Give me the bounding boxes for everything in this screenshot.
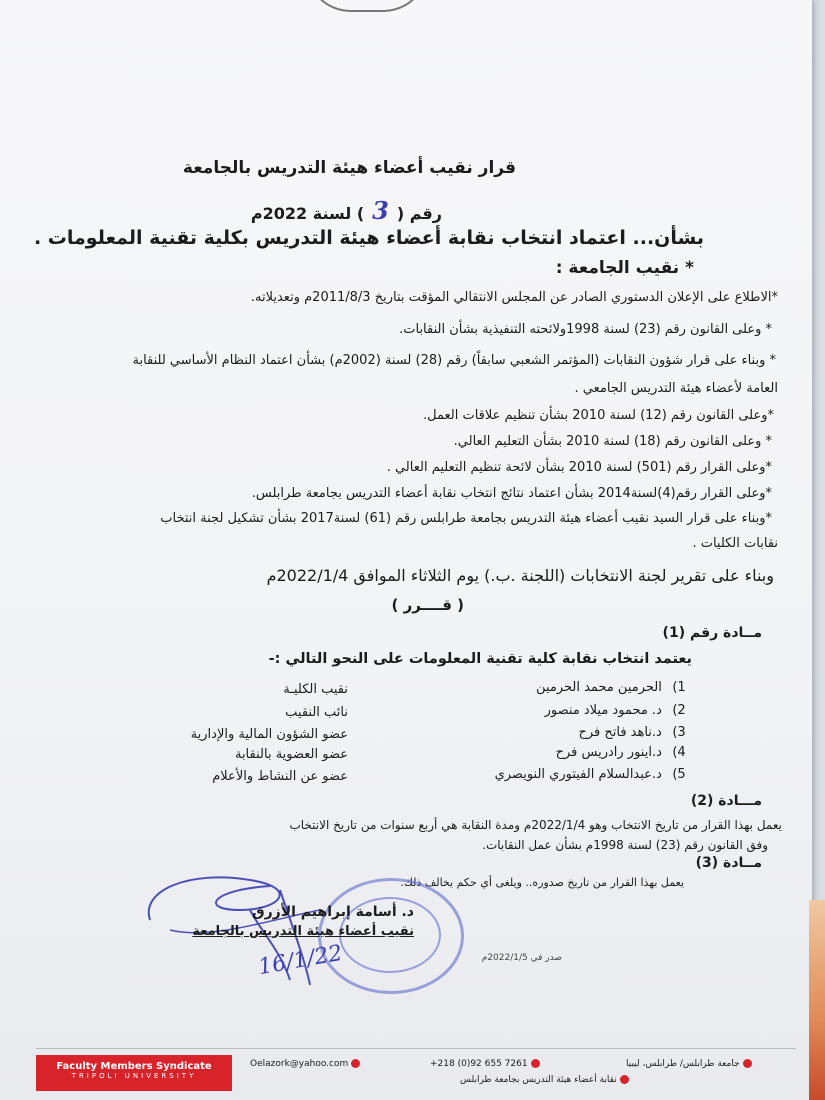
member-row [536, 680, 692, 695]
article-2-line: وفق القانون رقم (23) لسنة 1998م بشأن عمل النقابات. [482, 838, 768, 852]
footer-email [250, 1059, 363, 1069]
article-1-intro: يعتمد انتخاب نقابة كلية تقنية المعلومات على النحو التالي :- [268, 651, 692, 667]
preamble-line: نقابات الكليات . [692, 536, 778, 551]
footer-phone [430, 1059, 543, 1069]
member-number: 2) [672, 703, 686, 718]
member-role: عضو عن النشاط والأعلام [212, 769, 348, 784]
signatory-title: نقيب أعضاء هيئة التدريس بالجامعة [192, 924, 414, 939]
member-row [578, 725, 692, 740]
preamble-line: *وعلى القرار رقم(4)لسنة2014 بشأن اعتماد نتائج انتخاب نقابة أعضاء التدريس بجامعة طرابلس. [251, 486, 772, 501]
facebook-text: نقابة أعضاء هيئة التدريس بجامعة طرابلس [460, 1075, 617, 1085]
preamble-line: * وعلى القانون رقم (23) لسنة 1998ولائحته التنفيذية بشأن النقابات. [399, 322, 772, 337]
member-row [495, 767, 692, 782]
footer-address [626, 1059, 755, 1069]
footer-facebook [460, 1075, 632, 1085]
article-3-line: يعمل بهذا القرار من تاريخ صدوره.. ويلغى أي حكم يخالف ذلك. [400, 876, 684, 889]
preamble-line: *وعلى القرار رقم (501) لسنة 2010 بشأن لائحة تنظيم التعليم العالي . [386, 460, 772, 475]
preamble-line: *الاطلاع على الإعلان الدستوري الصادر عن المجلس الانتقالي المؤقت بتاريخ 2011/8/3م وتعديلاته. [250, 290, 778, 305]
preamble-line: * وعلى القانون رقم (18) لسنة 2010 بشأن التعليم العالي. [453, 434, 772, 449]
issuer-heading: * نقيب الجامعة : [555, 258, 694, 278]
article-2-heading: مـــادة (2) [690, 793, 762, 809]
member-name: الحرمين محمد الحرمين [536, 680, 662, 695]
decision-number-line [251, 196, 442, 225]
address-text: جامعة طرابلس/ طرابلس، ليبيا [626, 1059, 740, 1069]
member-number: 4) [672, 745, 686, 760]
signatory-name: د. أسامة إبراهيم الأزرق [252, 904, 414, 920]
number-prefix: رقم ( [396, 204, 442, 223]
member-name: د.عبدالسلام الفيتوري النويصري [494, 767, 662, 782]
member-role: عضو العضوية بالنقابة [234, 747, 348, 762]
phone-text: +218 (0)92 655 7261 [430, 1059, 528, 1069]
brand-name: Faculty Members Syndicate [56, 1061, 212, 1072]
location-icon [743, 1059, 752, 1068]
article-1-heading: مــادة رقم (1) [662, 625, 762, 641]
committee-report-basis: وبناء على تقرير لجنة الانتخابات (اللجنة .ب.) يوم الثلاثاء الموافق 2022/1/4م [266, 566, 774, 585]
letterhead-footer [36, 1048, 796, 1091]
member-number: 5) [672, 767, 686, 782]
email-text: Oelazork@yahoo.com [250, 1059, 349, 1069]
letterhead-logo [305, 0, 429, 12]
decision-number: 3 [372, 196, 389, 225]
syndicate-brand-block [36, 1055, 232, 1091]
member-row [556, 745, 692, 760]
number-suffix: ) لسنة 2022م [250, 204, 365, 223]
brand-university: TRIPOLI UNIVERSITY [71, 1072, 197, 1080]
article-3-heading: مــادة (3) [695, 855, 762, 871]
member-name: د.اينور رادريس فرح [555, 745, 662, 760]
decision-title: قرار نقيب أعضاء هيئة التدريس بالجامعة [182, 158, 516, 178]
background-paper-edge [809, 900, 825, 1100]
facebook-icon [620, 1075, 629, 1084]
decision-word: ( قــــرر ) [391, 596, 464, 614]
article-2-line: يعمل بهذا القرار من تاريخ الانتخاب وهو 2022/1/4م ومدة النقابة هي أربع سنوات من تاريخ الانتخاب [289, 818, 782, 832]
member-name: د. محمود ميلاد منصور [544, 703, 662, 718]
member-role: نقيب الكليـة [283, 682, 348, 697]
member-row [545, 703, 692, 718]
member-role: نائب النقيب [285, 705, 348, 720]
member-name: د.ناهد فاتح فرح [578, 725, 662, 740]
member-number: 3) [672, 725, 686, 740]
member-number: 1) [672, 680, 686, 695]
decision-subject: بشأن... اعتماد انتخاب نقابة أعضاء هيئة التدريس بكلية تقنية المعلومات . [33, 227, 704, 249]
phone-icon [531, 1059, 540, 1068]
member-role: عضو الشؤون المالية والإدارية [190, 727, 348, 742]
issue-date: صدر في 2022/1/5م [481, 953, 562, 963]
preamble-line: *وعلى القانون رقم (12) لسنة 2010 بشأن تنظيم علاقات العمل. [422, 408, 774, 423]
preamble-line: العامة لأعضاء هيئة التدريس الجامعي . [574, 381, 778, 396]
preamble-line: *وبناء على قرار السيد نقيب أعضاء هيئة التدريس بجامعة طرابلس رقم (61) لسنة2017 بشأن تشكيل لجنة انتخاب [160, 511, 772, 526]
email-icon [351, 1059, 360, 1068]
preamble-line: * وبناء على قرار شؤون النقابات (المؤتمر الشعبي سابقاً) رقم (28) لسنة (2002م) بشأن اعتماد النظام الأساسي للنقابة [132, 353, 776, 368]
handwritten-date: 16/1/22 [256, 940, 345, 981]
